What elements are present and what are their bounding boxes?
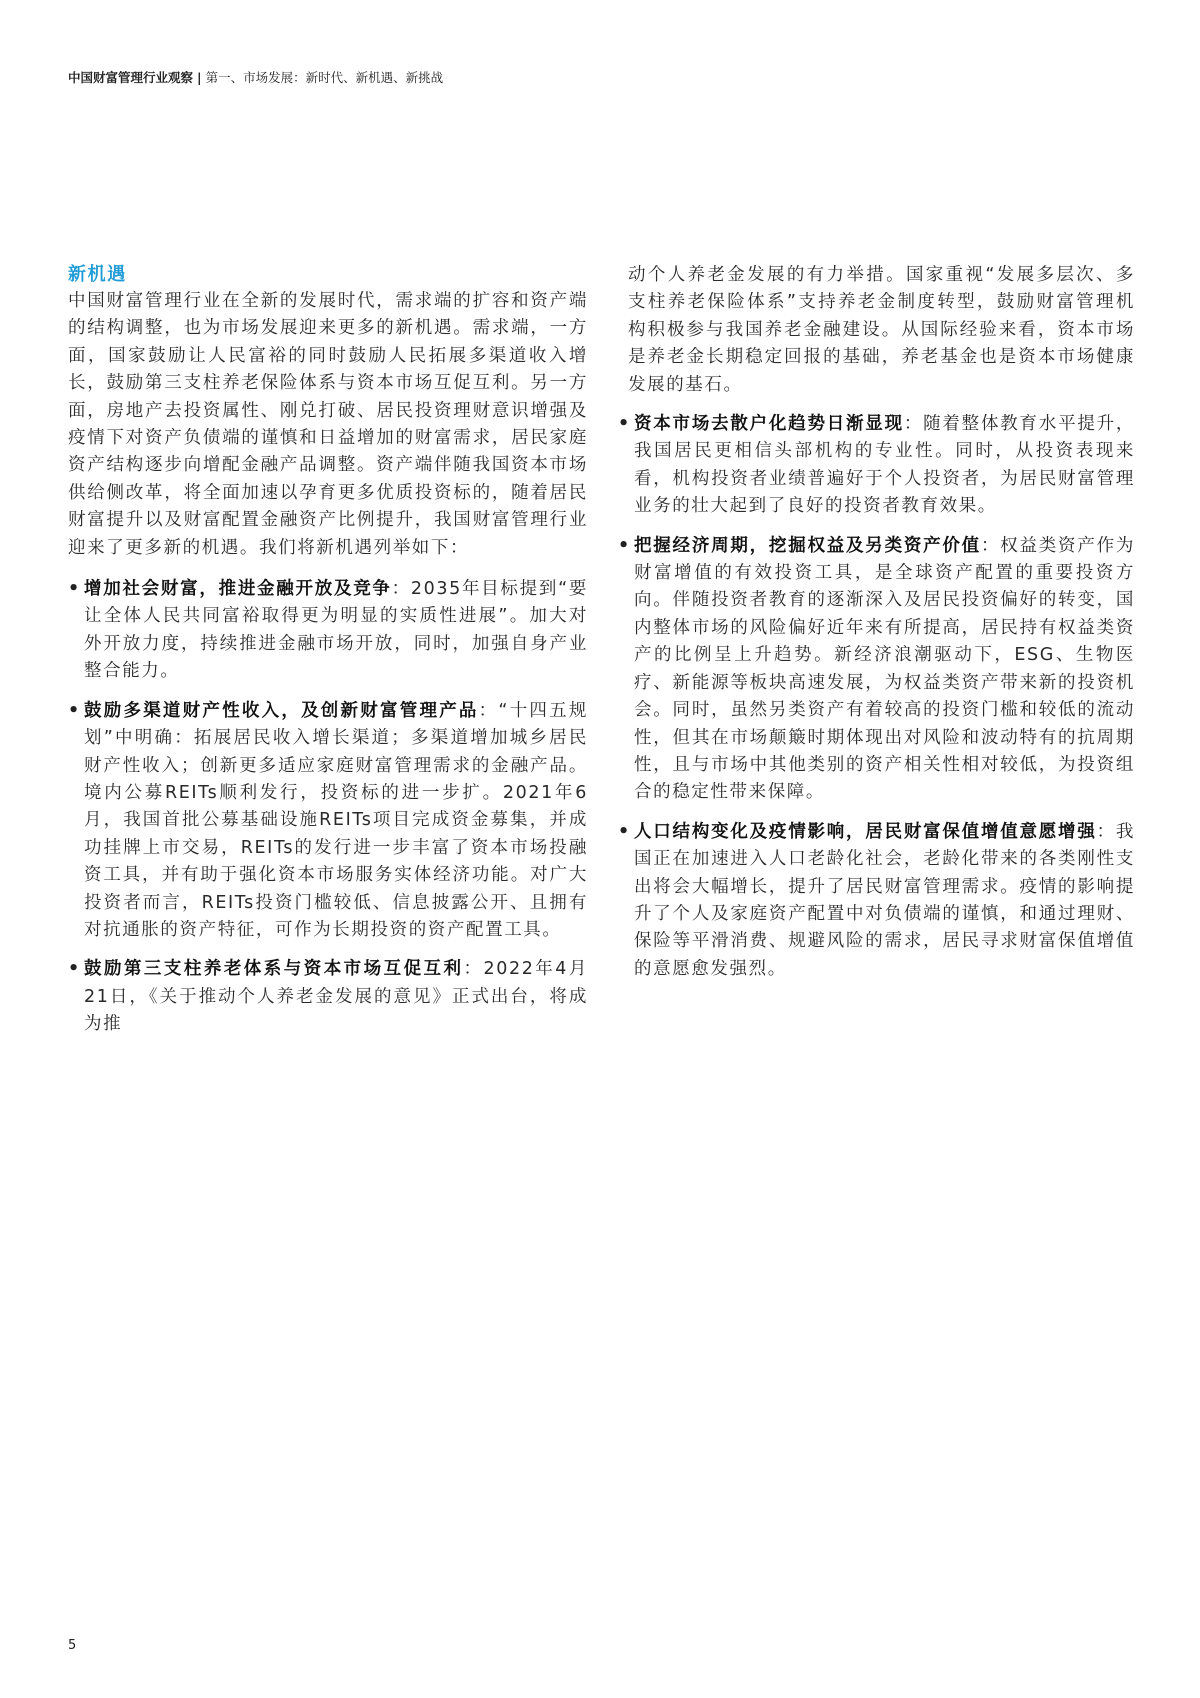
bullet-text: ：“十四五规划”中明确：拓展居民收入增长渠道；多渠道增加城乡居民财产性收入；创新更多适应家庭财富管理需求的金融产品。境内公募REITs顺利发行，投资标的进一步扩。2021年6月，我国首批公募基础设施REITs项目完成资金募集，并成功挂牌上市交易，REITs的发行进一步丰富了资本市场投融资工具，并有助于强化资本市场服务实体经济功能。对广大投资者而言，REITs投资门槛较低、信息披露公开、且拥有对抗通胀的资产特征，可作为长期投资的资产配置工具。 [84, 700, 589, 940]
bullet-text: ：权益类资产作为财富增值的有效投资工具，是全球资产配置的重要投资方向。伴随投资者教育的逐渐深入及居民投资偏好的转变，国内整体市场的风险偏好近年来有所提高，居民持有权益类资产的比例呈上升趋势。新经济浪潮驱动下，ESG、生物医疗、新能源等板块高速发展，为权益类资产带来新的投资机会。同时，虽然另类资产有着较高的投资门槛和较低的流动性，但其在市场颠簸时期体现出对风险和波动特有的抗周期性，且与市场中其他类别的资产相关性相对较低，为投资组合的稳定性带来保障。 [634, 535, 1135, 803]
left-column [68, 262, 588, 1039]
list-item [68, 956, 588, 1038]
bullet-text: ：随着整体教育水平提升，我国居民更相信头部机构的专业性。同时，从投资表现来看，机构投资者业绩普遍好于个人投资者，为居民财富管理业务的壮大起到了良好的投资者教育效果。 [634, 414, 1135, 517]
section-heading: 新机遇 [68, 264, 127, 285]
bullet-title: 资本市场去散户化趋势日渐显现 [634, 414, 904, 435]
list-item [68, 698, 588, 945]
list-item [618, 819, 1135, 983]
bullet-title: 鼓励第三支柱养老体系与资本市场互促互利 [84, 959, 464, 980]
bullet-title: 人口结构变化及疫情影响，居民财富保值增值意愿增强 [634, 821, 1097, 842]
report-title: 中国财富管理行业观察 [68, 70, 194, 85]
bullet-title: 鼓励多渠道财产性收入，及创新财富管理产品 [84, 700, 479, 721]
page-number: 5 [68, 1638, 77, 1653]
chapter-title: 第一、市场发展：新时代、新机遇、新挑战 [205, 70, 444, 85]
intro-paragraph: 中国财富管理行业在全新的发展时代，需求端的扩容和资产端的结构调整，也为市场发展迎来更多的新机遇。需求端，一方面，国家鼓励让人民富裕的同时鼓励人民拓展多渠道收入增长，鼓励第三支柱养老保险体系与资本市场互促互利。另一方面，房地产去投资属性、刚兑打破、居民投资理财意识增强及疫情下对资产负债端的谨慎和日益增加的财富需求，居民家庭资产结构逐步向增配金融产品调整。资产端伴随我国资本市场供给侧改革，将全面加速以孕育更多优质投资标的，随着居民财富提升以及财富配置金融资产比例提升，我国财富管理行业迎来了更多新的机遇。我们将新机遇列举如下： [68, 291, 588, 558]
running-header [68, 68, 443, 86]
header-separator: | [197, 70, 202, 85]
list-item [618, 533, 1135, 807]
list-item [618, 411, 1135, 521]
bullet-title: 把握经济周期，挖掘权益及另类资产价值 [634, 535, 981, 556]
bullet-text: ：我国正在加速进入人口老龄化社会，老龄化带来的各类刚性支出将会大幅增长，提升了居民财富管理需求。疫情的影响提升了个人及家庭资产配置中对负债端的谨慎，和通过理财、保险等平滑消费、规避风险的需求，居民寻求财富保值增值的意愿愈发强烈。 [634, 821, 1136, 979]
right-column [628, 262, 1135, 983]
bullet-title: 增加社会财富，推进金融开放及竞争 [84, 579, 392, 600]
bullet-continuation: 动个人养老金发展的有力举措。国家重视“发展多层次、多支柱养老保险体系”支持养老金制度转型，鼓励财富管理机构积极参与我国养老金融建设。从国际经验来看，资本市场是养老金长期稳定回报的基础，养老基金也是资本市场健康发展的基石。 [628, 265, 1135, 395]
bullet-text: ：2022年4月21日，《关于推动个人养老金发展的意见》正式出台，将成为推 [84, 959, 588, 1035]
bullet-text: ：2035年目标提到“要让全体人民共同富裕取得更为明显的实质性进展”。加大对外开放力度，持续推进金融市场开放，同时，加强自身产业整合能力。 [84, 579, 588, 682]
list-item [68, 576, 588, 686]
